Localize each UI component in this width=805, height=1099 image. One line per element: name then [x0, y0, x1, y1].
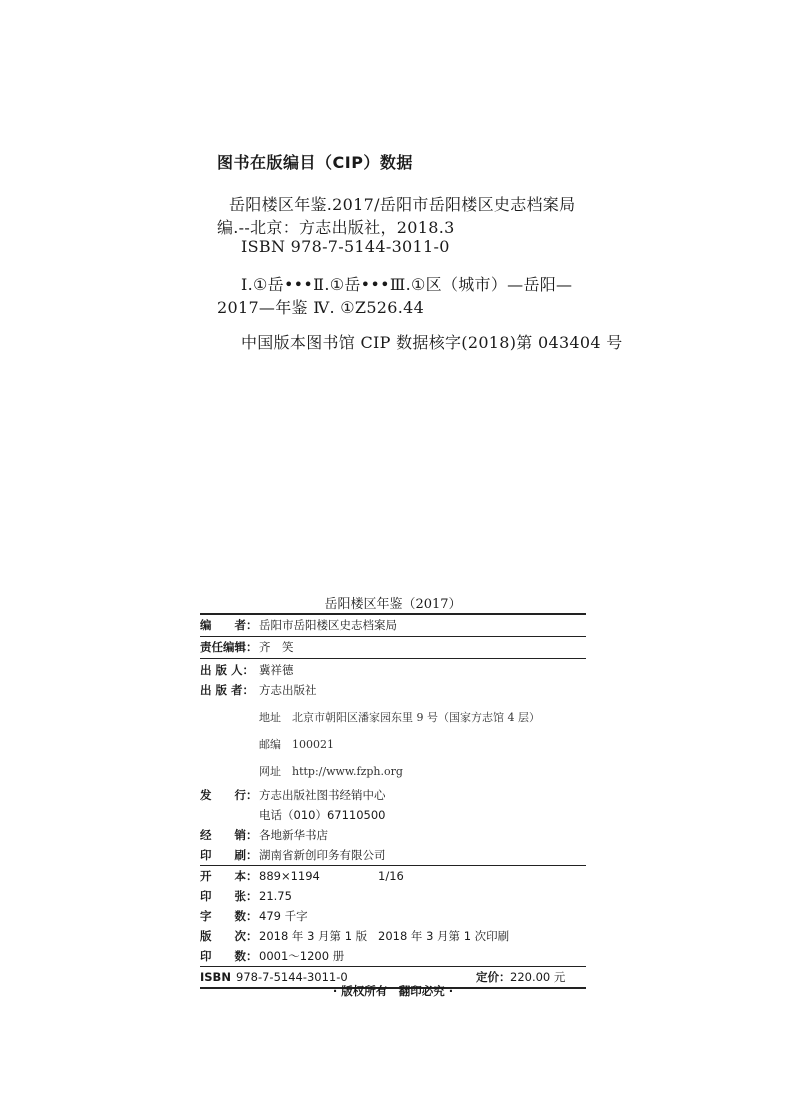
seller-label: 经 销： — [200, 828, 258, 842]
print-run-value: 0001～1200 册 — [259, 949, 345, 963]
word-count-row — [200, 906, 586, 926]
isbn-label: ISBN — [200, 970, 231, 984]
cip-line: 2017—年鉴 Ⅳ. ①Z526.44 — [217, 298, 425, 317]
seller-row — [200, 825, 586, 845]
edition-value: 2018 年 3 月第 1 版 — [259, 929, 368, 943]
price-label: 定价： — [476, 970, 511, 984]
format-row — [200, 866, 586, 886]
editor-value: 岳阳市岳阳楼区史志档案局 — [259, 618, 397, 632]
cip-line: Ⅰ.①岳•••Ⅱ.①岳•••Ⅲ.①区（城市）—岳阳— — [241, 275, 573, 294]
divider — [200, 658, 586, 659]
book-title: 岳阳楼区年鉴（2017） — [324, 597, 462, 612]
copyright-page — [200, 596, 586, 989]
edition-value-2: 2018 年 3 月第 1 次印刷 — [378, 929, 510, 943]
price-value: 220.00 元 — [510, 970, 566, 984]
publisher-person-row — [200, 660, 586, 680]
editor-label: 编 者： — [200, 618, 258, 632]
publisher-person-label: 出 版 人： — [200, 663, 255, 677]
distributor-phone: 电话（010）67110500 — [259, 808, 386, 822]
responsible-editor-value: 齐 笑 — [259, 640, 294, 654]
print-run-row — [200, 946, 586, 966]
edition-row — [200, 926, 586, 946]
word-count-label: 字 数： — [200, 909, 258, 923]
responsible-editor-label: 责任编辑： — [200, 640, 258, 654]
editor-row — [200, 615, 586, 636]
publisher-postcode: 邮编 100021 — [259, 738, 334, 751]
cip-line: ISBN 978-7-5144-3011-0 — [241, 237, 450, 256]
distributor-label: 发 行： — [200, 788, 258, 802]
distributor-row — [200, 785, 586, 805]
sheets-value: 21.75 — [259, 889, 292, 903]
website-row — [200, 758, 586, 785]
cip-line: 岳阳楼区年鉴.2017/岳阳市岳阳楼区史志档案局 — [229, 195, 576, 214]
publisher-row — [200, 680, 586, 700]
publisher-label: 出 版 者： — [200, 683, 255, 697]
publisher-person-value: 冀祥德 — [259, 663, 294, 677]
word-count-value: 479 千字 — [259, 909, 308, 923]
distributor-value: 方志出版社图书经销中心 — [259, 788, 386, 802]
printer-row — [200, 845, 586, 865]
cip-line: 中国版本图书馆 CIP 数据核字(2018)第 043404 号 — [241, 333, 623, 352]
phone-row — [200, 805, 586, 825]
sheets-row — [200, 886, 586, 906]
printer-value: 湖南省新创印务有限公司 — [259, 848, 386, 862]
seller-value: 各地新华书店 — [259, 828, 328, 842]
format-label: 开 本： — [200, 869, 258, 883]
publisher-address: 地址 北京市朝阳区潘家园东里 9 号（国家方志馆 4 层） — [259, 711, 540, 724]
printer-label: 印 刷： — [200, 848, 258, 862]
cip-heading: 图书在版编目（CIP）数据 — [217, 153, 413, 172]
format-value-2: 1/16 — [378, 869, 404, 883]
publisher-website: 网址 http://www.fzph.org — [259, 765, 403, 778]
cip-line: 编.--北京：方志出版社，2018.3 — [217, 218, 455, 237]
sheets-label: 印 张： — [200, 889, 258, 903]
edition-label: 版 次： — [200, 929, 258, 943]
address-row — [200, 704, 586, 731]
copyright-notice: · 版权所有 翻印必究 · — [332, 984, 454, 998]
isbn-value: 978-7-5144-3011-0 — [236, 970, 348, 984]
postcode-row — [200, 731, 586, 758]
responsible-editor-row — [200, 637, 586, 658]
format-value: 889×1194 — [259, 869, 320, 883]
print-run-label: 印 数： — [200, 949, 258, 963]
publisher-value: 方志出版社 — [259, 683, 317, 697]
